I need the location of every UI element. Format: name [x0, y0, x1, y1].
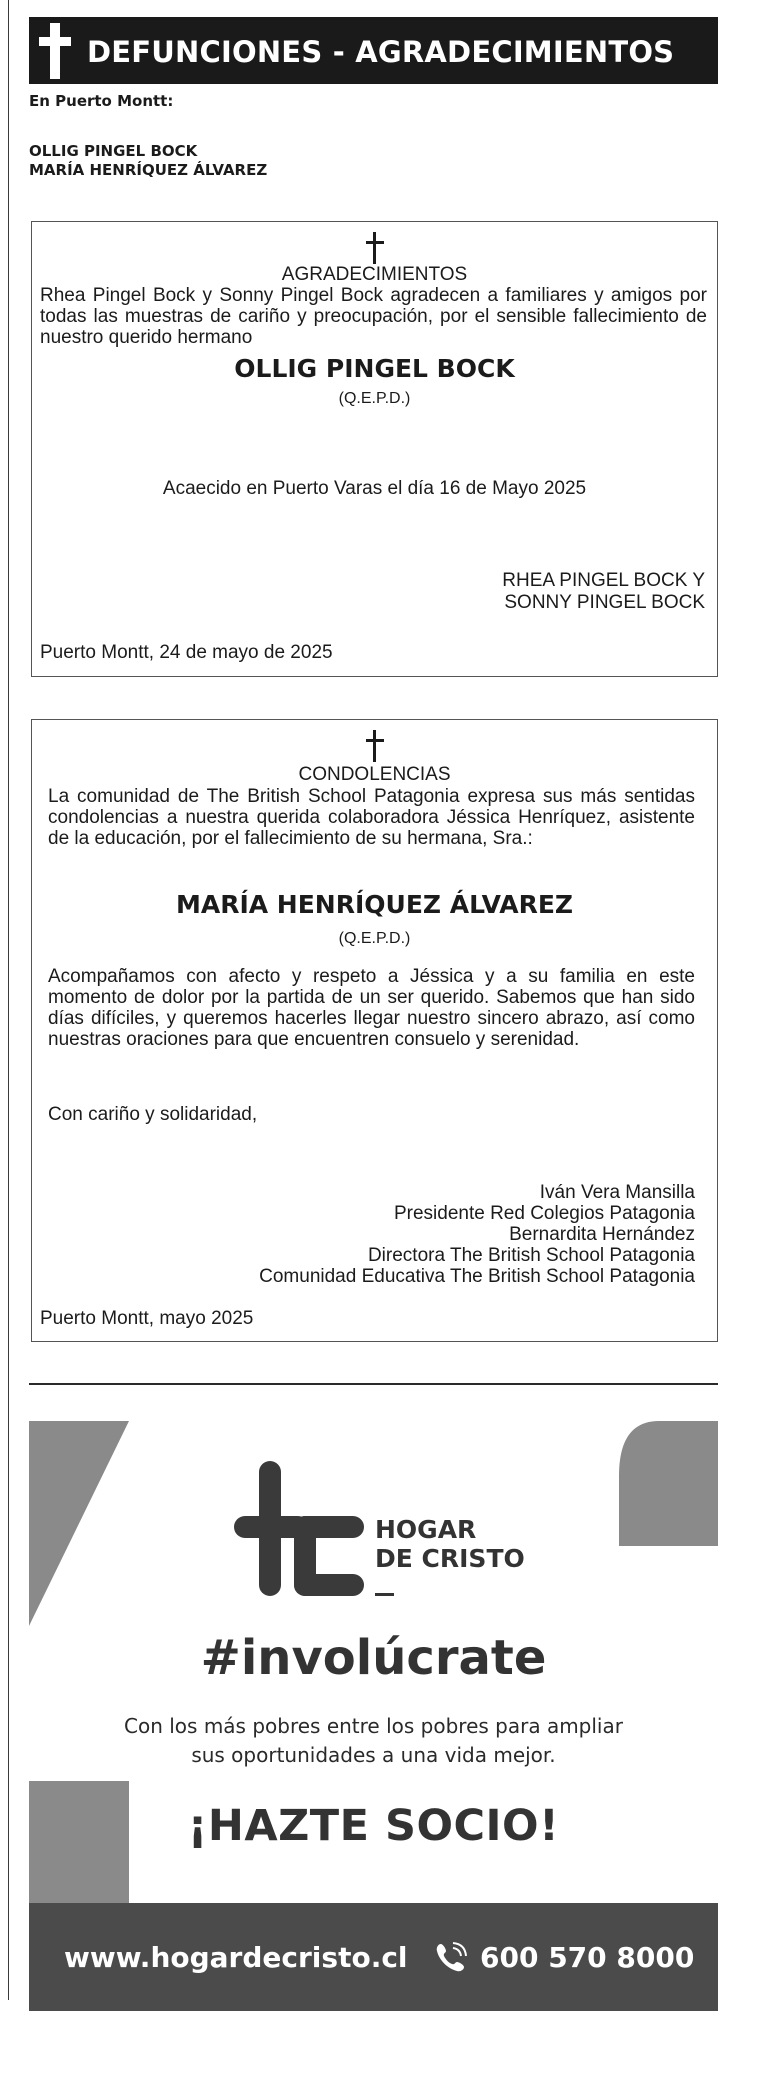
phone-icon [434, 1940, 468, 1974]
signer-line: Iván Vera Mansilla [539, 1182, 695, 1203]
ad-contact-bar [29, 1903, 718, 2011]
notice-body: La comunidad de The British School Patagonia expresa sus más sentidas condolencias a nuestra querida colaboradora Jéssica Henríquez, asistente de la educación, por el fallecimiento de su hermana, Sra.: [48, 786, 695, 849]
qepd-label: (Q.E.P.D.) [338, 390, 411, 407]
signers [259, 1182, 695, 1287]
city-label: En Puerto Montt: [29, 92, 174, 110]
signer-line: Directora The British School Patagonia [367, 1245, 695, 1266]
decorative-shape [619, 1421, 718, 1546]
signer-line: Comunidad Educativa The British School Patagonia [259, 1266, 695, 1287]
section-title: DEFUNCIONES - AGRADECIMIENTOS [87, 35, 675, 69]
deceased-name: MARÍA HENRÍQUEZ ÁLVAREZ [175, 890, 574, 919]
deceased-name: MARÍA HENRÍQUEZ ÁLVAREZ [29, 161, 268, 179]
signer-line: SONNY PINGEL BOCK [504, 592, 705, 613]
brand-name: HOGAR DE CRISTO [375, 1515, 525, 1573]
notice-agradecimientos [31, 221, 718, 677]
call-to-action: ¡HAZTE SOCIO! [187, 1801, 560, 1851]
notice-heading: AGRADECIMIENTOS [281, 264, 468, 285]
occurrence-text: Acaecido en Puerto Varas el día 16 de Mayo 2025 [162, 478, 587, 499]
separator [29, 1383, 718, 1385]
signer-line: Presidente Red Colegios Patagonia [393, 1203, 695, 1224]
section-header [29, 17, 718, 84]
deceased-list [29, 142, 267, 180]
hogar-de-cristo-logo-icon [234, 1461, 364, 1596]
place-date: Puerto Montt, mayo 2025 [40, 1308, 254, 1329]
cross-icon [39, 23, 71, 79]
place-date: Puerto Montt, 24 de mayo de 2025 [40, 642, 333, 663]
cross-icon [366, 232, 384, 264]
left-column-rule [8, 0, 9, 2000]
notice-body-2: Acompañamos con afecto y respeto a Jéssica y a su familia en este momento de dolor por la partida de un ser querido. Sabemos que han sido días difíciles, y queremos hacerles llegar nuestro sincero abrazo, así como nuestras oraciones para que encuentren consuelo y serenidad. [48, 966, 695, 1050]
cross-icon [366, 730, 384, 762]
notice-body: Rhea Pingel Bock y Sonny Pingel Bock agradecen a familiares y amigos por todas las muestras de cariño y preocupación, por el sensible fallecimiento de nuestro querido hermano [40, 285, 707, 348]
ad-subtitle: Con los más pobres entre los pobres para ampliar sus oportunidades a una vida mejor. [124, 1714, 623, 1767]
notice-condolencias [31, 719, 718, 1342]
notice-heading: CONDOLENCIAS [298, 764, 451, 785]
signer-line: Bernardita Hernández [509, 1224, 695, 1245]
hashtag: #involúcrate [200, 1630, 547, 1686]
qepd-label: (Q.E.P.D.) [338, 930, 411, 947]
phone-number[interactable]: 600 570 8000 [480, 1941, 695, 1974]
deceased-name: OLLIG PINGEL BOCK [234, 354, 515, 383]
website-url[interactable]: www.hogardecristo.cl [64, 1941, 408, 1974]
deceased-name: OLLIG PINGEL BOCK [29, 142, 198, 160]
closing-text: Con cariño y solidaridad, [48, 1104, 258, 1125]
decorative-shape [29, 1421, 129, 1631]
hogar-de-cristo-ad [29, 1421, 718, 2011]
signers [502, 570, 705, 614]
brand-dash [375, 1593, 394, 1596]
signer-line: RHEA PINGEL BOCK Y [502, 570, 705, 591]
